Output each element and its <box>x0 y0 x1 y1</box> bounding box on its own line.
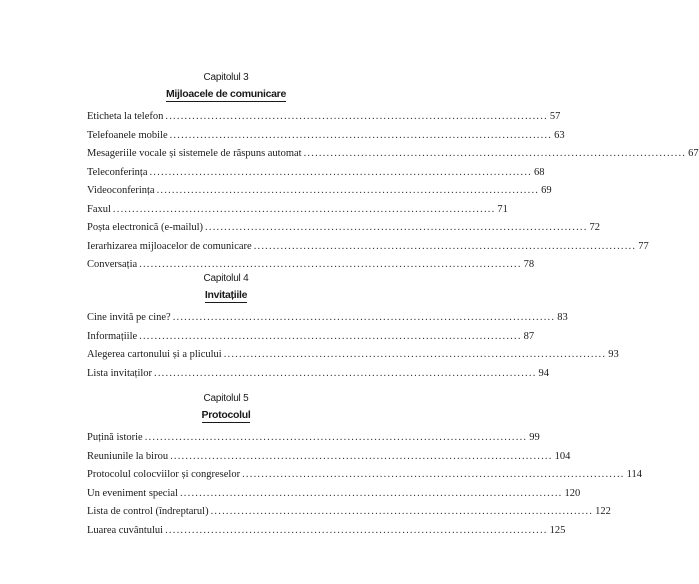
leader-dots: .................................................................................................... <box>170 450 553 462</box>
toc-entry[interactable] <box>87 365 550 384</box>
chapter-3-heading <box>0 72 452 102</box>
leader-dots: .................................................................................................... <box>205 222 588 233</box>
entry-page: 57 <box>549 111 561 122</box>
toc-entry[interactable] <box>87 522 566 541</box>
entry-title: Eticheta la telefon <box>87 111 164 122</box>
entry-page: 68 <box>533 166 545 178</box>
entry-page: 99 <box>529 432 540 443</box>
entry-title: Un eveniment special <box>87 487 178 499</box>
entry-page: 77 <box>638 240 649 252</box>
toc-entry[interactable] <box>87 328 535 347</box>
toc-entry[interactable] <box>87 448 571 467</box>
toc-entry[interactable] <box>87 127 565 146</box>
entry-page: 63 <box>554 129 565 141</box>
leader-dots: .................................................................................................... <box>139 330 522 342</box>
entry-page: 67 <box>688 148 699 159</box>
toc-entry[interactable] <box>87 466 642 485</box>
chapter-label: Capitolul 3 <box>203 72 249 83</box>
entry-title: Conversația <box>87 259 138 270</box>
entry-title: Lista invitaților <box>87 367 153 379</box>
entry-page: 78 <box>523 259 535 270</box>
leader-dots: .................................................................................................... <box>154 367 537 379</box>
chapter-title: Invitațiile <box>204 289 248 301</box>
toc-entry[interactable] <box>87 201 508 220</box>
chapter-5-heading <box>0 393 452 423</box>
toc-entry[interactable] <box>87 238 649 257</box>
leader-dots: .................................................................................................... <box>253 240 637 252</box>
toc-entry[interactable] <box>87 108 561 127</box>
entry-title: Cine invită pe cine? <box>87 312 171 323</box>
leader-dots: .................................................................................................... <box>156 185 540 196</box>
toc-entry[interactable] <box>87 145 699 164</box>
entry-page: 87 <box>523 330 535 342</box>
chapter-label: Capitolul 4 <box>203 273 249 284</box>
entry-title: Reuniunile la birou <box>87 450 169 462</box>
toc-entry[interactable] <box>87 182 552 201</box>
leader-dots: .................................................................................................... <box>210 506 594 517</box>
entry-title: Lista de control (îndreptarul) <box>87 506 209 517</box>
entry-title: Mesageriile vocale și sistemele de răspuns automat <box>87 148 302 159</box>
leader-dots: .................................................................................................... <box>139 259 522 270</box>
toc-entry[interactable] <box>87 485 581 504</box>
leader-dots: .................................................................................................... <box>242 469 625 480</box>
leader-dots: .................................................................................................... <box>149 166 532 178</box>
entry-page: 72 <box>589 222 601 233</box>
chapter-title: Mijloacele de comunicare <box>165 88 286 100</box>
entry-title: Puțină istorie <box>87 432 143 443</box>
entry-title: Ierarhizarea mijloacelor de comunicare <box>87 240 252 252</box>
entry-page: 93 <box>608 349 619 360</box>
entry-page: 125 <box>549 524 566 536</box>
entry-title: Protocolul colocviilor și congreselor <box>87 469 241 480</box>
toc-entry[interactable] <box>87 346 619 365</box>
leader-dots: .................................................................................................... <box>169 129 553 141</box>
entry-page: 122 <box>595 506 611 517</box>
entry-page: 120 <box>564 487 581 499</box>
chapter-4-entries <box>87 309 619 383</box>
chapter-4-heading <box>0 273 452 303</box>
toc-entry[interactable] <box>87 164 545 183</box>
entry-page: 71 <box>497 203 508 215</box>
entry-title: Videoconferința <box>87 185 155 196</box>
entry-title: Teleconferința <box>87 166 148 178</box>
chapter-label: Capitolul 5 <box>203 393 249 404</box>
leader-dots: .................................................................................................... <box>144 432 528 443</box>
leader-dots: .................................................................................................... <box>172 312 556 323</box>
entry-title: Luarea cuvântului <box>87 524 164 536</box>
entry-page: 69 <box>541 185 552 196</box>
leader-dots: .................................................................................................... <box>179 487 563 499</box>
entry-page: 94 <box>538 367 550 379</box>
entry-page: 114 <box>626 469 642 480</box>
toc-entry[interactable] <box>87 503 611 522</box>
leader-dots: .................................................................................................... <box>112 203 496 215</box>
entry-title: Alegerea cartonului și a plicului <box>87 349 222 360</box>
leader-dots: .................................................................................................... <box>223 349 607 360</box>
toc-entry[interactable] <box>87 309 568 328</box>
chapter-5-entries <box>87 429 642 540</box>
entry-page: 104 <box>554 450 571 462</box>
entry-title: Faxul <box>87 203 111 215</box>
entry-page: 83 <box>557 312 568 323</box>
toc-entry[interactable] <box>87 429 540 448</box>
entry-title: Poșta electronică (e-mailul) <box>87 222 204 233</box>
leader-dots: .................................................................................................... <box>165 524 548 536</box>
leader-dots: .................................................................................................... <box>303 148 687 159</box>
leader-dots: .................................................................................................... <box>165 111 548 122</box>
chapter-title: Protocolul <box>201 409 251 421</box>
toc-entry[interactable] <box>87 256 535 275</box>
toc-entry[interactable] <box>87 219 601 238</box>
entry-title: Telefoanele mobile <box>87 129 168 141</box>
entry-title: Informațiile <box>87 330 138 342</box>
chapter-3-entries <box>87 108 699 275</box>
